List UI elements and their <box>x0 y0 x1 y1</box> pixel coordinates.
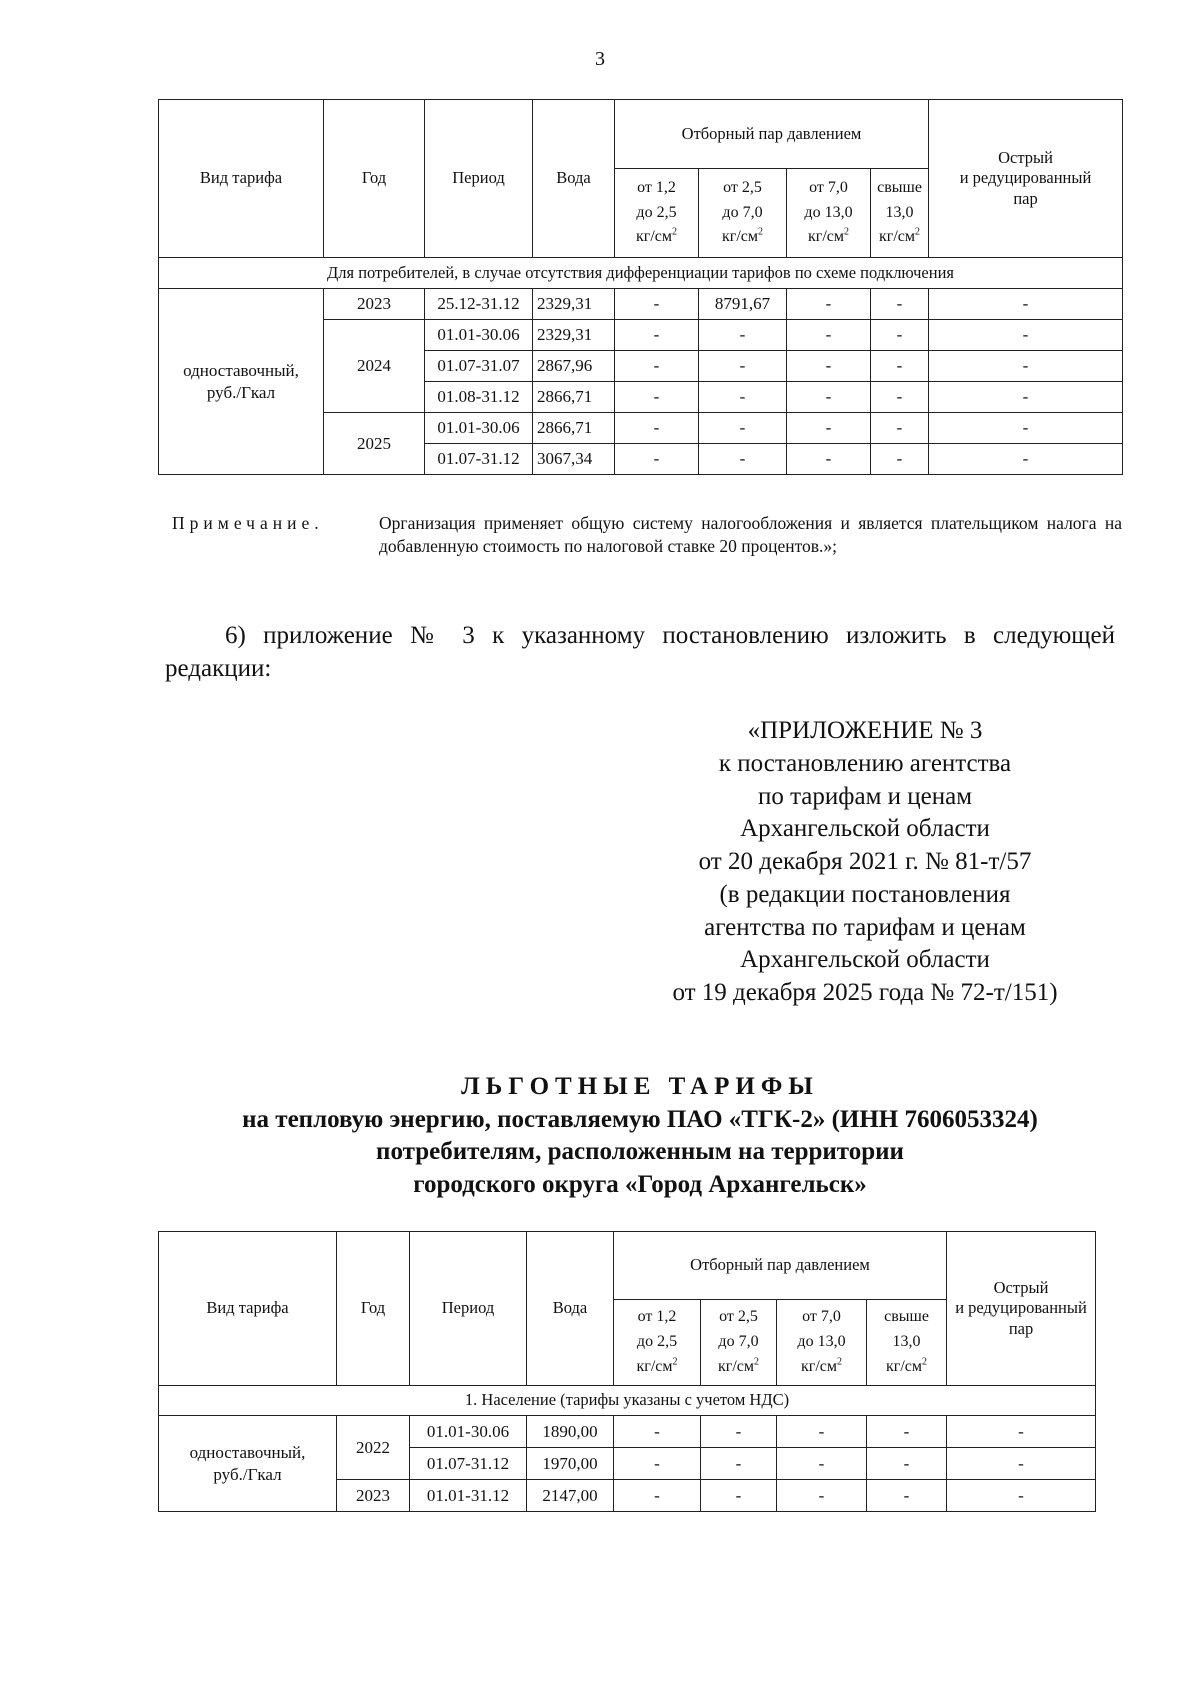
tariff-type-cell: одноставочный, руб./Гкал <box>159 1416 337 1512</box>
period-cell: 01.07-31.12 <box>425 444 533 475</box>
steam-cell: - <box>701 1480 777 1512</box>
sharp-steam-cell: - <box>947 1480 1096 1512</box>
steam-cell: - <box>871 444 929 475</box>
col-steam-group: Отборный пар давлением <box>615 100 929 169</box>
water-cell: 1890,00 <box>527 1416 614 1448</box>
period-cell: 01.01-30.06 <box>425 320 533 351</box>
steam-cell: - <box>615 413 699 444</box>
col-tariff-type: Вид тарифа <box>159 100 324 258</box>
period-cell: 01.01-31.12 <box>410 1480 527 1512</box>
steam-cell: - <box>615 444 699 475</box>
table-row <box>159 1416 1096 1448</box>
sharp-steam-cell: - <box>929 320 1123 351</box>
sharp-steam-cell: - <box>929 382 1123 413</box>
sharp-steam-cell: - <box>929 413 1123 444</box>
period-cell: 01.01-30.06 <box>410 1416 527 1448</box>
col-pressure-4: свыше 13,0 $кг/см^2$ <box>867 1300 947 1386</box>
steam-cell: - <box>699 444 787 475</box>
col-sharp-steam: Острый и редуцированный пар <box>929 100 1123 258</box>
steam-cell: 8791,67 <box>699 289 787 320</box>
water-cell: 2329,31 <box>533 289 615 320</box>
appendix-line: по тарифам и ценам <box>757 782 973 810</box>
year-cell: 2023 <box>324 289 425 320</box>
amendment-paragraph: 6) приложение № 3 к указанному постановлению изложить в следующей редакции: <box>165 622 1115 682</box>
steam-cell: - <box>777 1416 867 1448</box>
note <box>172 512 1122 558</box>
water-cell: 1970,00 <box>527 1448 614 1480</box>
steam-cell: - <box>787 351 871 382</box>
col-year: Год <box>337 1232 410 1386</box>
note-label: Примечание. <box>172 513 324 533</box>
steam-cell: - <box>871 289 929 320</box>
col-period: Период <box>410 1232 527 1386</box>
steam-cell: - <box>871 320 929 351</box>
period-cell: 01.08-31.12 <box>425 382 533 413</box>
year-cell: 2025 <box>324 413 425 475</box>
steam-cell: - <box>615 320 699 351</box>
period-cell: 25.12-31.12 <box>425 289 533 320</box>
heading-line: на тепловую энергию, поставляемую ПАО «ТГК-2» (ИНН 7606053324) <box>242 1105 1038 1133</box>
steam-cell: - <box>615 382 699 413</box>
col-pressure-2: от 2,5 до 7,0 $кг/см^2$ <box>701 1300 777 1386</box>
col-pressure-4: свыше 13,0 $кг/см^2$ <box>871 169 929 258</box>
tariff-type-cell: одноставочный, руб./Гкал <box>159 289 324 475</box>
appendix-line: от 19 декабря 2025 года № 72-т/151) <box>672 979 1058 1006</box>
steam-cell: - <box>787 444 871 475</box>
steam-cell: - <box>615 289 699 320</box>
sharp-steam-cell: - <box>929 444 1123 475</box>
steam-cell: - <box>871 351 929 382</box>
steam-cell: - <box>699 413 787 444</box>
appendix-header <box>620 715 1110 1010</box>
steam-cell: - <box>871 413 929 444</box>
col-water: Вода <box>533 100 615 258</box>
steam-cell: - <box>867 1416 947 1448</box>
section-row: 1. Население (тарифы указаны с учетом НДС) <box>159 1386 1096 1416</box>
col-steam-group: Отборный пар давлением <box>614 1232 947 1300</box>
steam-cell: - <box>787 382 871 413</box>
col-pressure-3: от 7,0 до 13,0 $кг/см^2$ <box>777 1300 867 1386</box>
appendix-line: к постановлению агентства <box>718 749 1012 777</box>
appendix-line: от 20 декабря 2021 г. № 81-т/57 <box>698 848 1032 875</box>
col-water: Вода <box>527 1232 614 1386</box>
col-year: Год <box>324 100 425 258</box>
steam-cell: - <box>614 1480 701 1512</box>
water-cell: 2867,96 <box>533 351 615 382</box>
appendix-line: агентства по тарифам и ценам <box>704 913 1026 941</box>
col-pressure-2: от 2,5 до 7,0 $кг/см^2$ <box>699 169 787 258</box>
steam-cell: - <box>787 413 871 444</box>
year-cell: 2022 <box>337 1416 410 1480</box>
section-row: Для потребителей, в случае отсутствия дифференциации тарифов по схеме подключения <box>159 258 1123 289</box>
sharp-steam-cell: - <box>947 1448 1096 1480</box>
appendix-line: «ПРИЛОЖЕНИЕ № 3 <box>747 717 983 744</box>
appendix-line: Архангельской области <box>740 946 990 974</box>
page-number: 3 <box>595 48 605 70</box>
steam-cell: - <box>701 1416 777 1448</box>
period-cell: 01.07-31.07 <box>425 351 533 382</box>
steam-cell: - <box>699 351 787 382</box>
steam-cell: - <box>614 1416 701 1448</box>
col-pressure-1: от 1,2 до 2,5 $кг/см^2$ <box>615 169 699 258</box>
heading-line: потребителям, расположенным на территории <box>376 1138 904 1165</box>
table-row <box>159 289 1123 320</box>
document-heading <box>150 1071 1130 1201</box>
sharp-steam-cell: - <box>947 1416 1096 1448</box>
col-sharp-steam: Острый и редуцированный пар <box>947 1232 1096 1386</box>
sharp-steam-cell: - <box>929 351 1123 382</box>
heading-title: ЛЬГОТНЫЕ ТАРИФЫ <box>461 1073 819 1100</box>
water-cell: 2866,71 <box>533 382 615 413</box>
tariff-table-continued <box>158 99 1123 475</box>
steam-cell: - <box>867 1480 947 1512</box>
appendix-line: Архангельской области <box>740 815 990 843</box>
steam-cell: - <box>615 351 699 382</box>
year-cell: 2023 <box>337 1480 410 1512</box>
steam-cell: - <box>787 289 871 320</box>
col-tariff-type: Вид тарифа <box>159 1232 337 1386</box>
period-cell: 01.07-31.12 <box>410 1448 527 1480</box>
water-cell: 2147,00 <box>527 1480 614 1512</box>
period-cell: 01.01-30.06 <box>425 413 533 444</box>
col-period: Период <box>425 100 533 258</box>
year-cell: 2024 <box>324 320 425 413</box>
preferential-tariff-table <box>158 1231 1096 1512</box>
heading-line: городского округа «Город Архангельск» <box>413 1170 867 1198</box>
col-pressure-3: от 7,0 до 13,0 $кг/см^2$ <box>787 169 871 258</box>
steam-cell: - <box>699 382 787 413</box>
steam-cell: - <box>699 320 787 351</box>
appendix-line: (в редакции постановления <box>719 880 1011 908</box>
water-cell: 2866,71 <box>533 413 615 444</box>
steam-cell: - <box>777 1480 867 1512</box>
sharp-steam-cell: - <box>929 289 1123 320</box>
steam-cell: - <box>867 1448 947 1480</box>
note-text: Организация применяет общую систему налогообложения и является плательщиком налога на добавленную стоимость по налоговой ставке 20 процентов.»; <box>379 513 1122 556</box>
steam-cell: - <box>777 1448 867 1480</box>
col-pressure-1: от 1,2 до 2,5 $кг/см^2$ <box>614 1300 701 1386</box>
steam-cell: - <box>701 1448 777 1480</box>
water-cell: 2329,31 <box>533 320 615 351</box>
steam-cell: - <box>787 320 871 351</box>
steam-cell: - <box>614 1448 701 1480</box>
steam-cell: - <box>871 382 929 413</box>
water-cell: 3067,34 <box>533 444 615 475</box>
